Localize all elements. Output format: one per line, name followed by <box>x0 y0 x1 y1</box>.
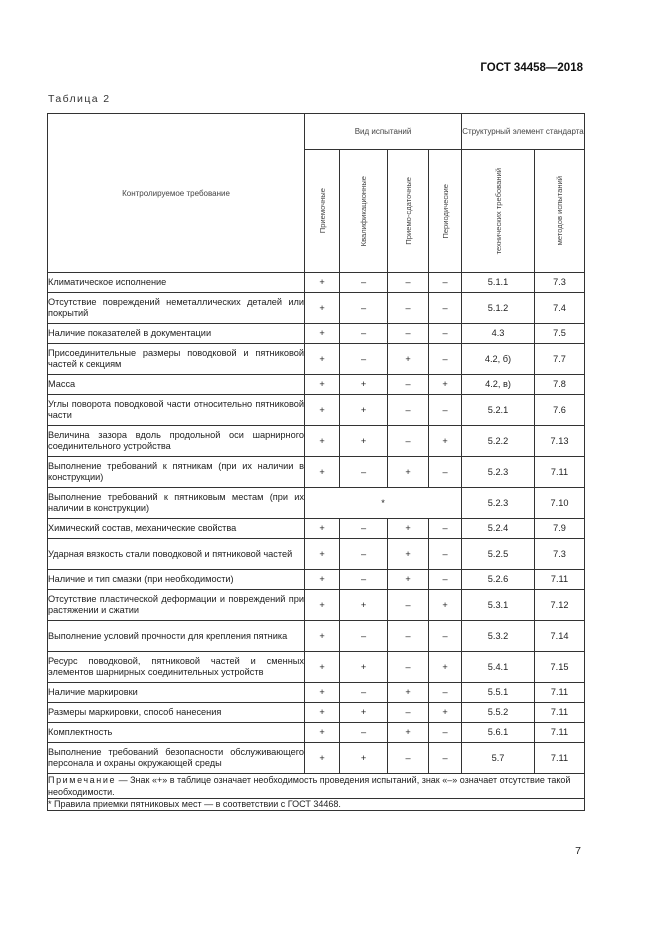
test-acceptance-delivery-cell: – <box>388 621 429 652</box>
requirement-cell: Выполнение требований к пятниковым местам (при их наличии в конструкции) <box>48 488 305 519</box>
tech-requirement-ref: 5.5.2 <box>462 703 535 723</box>
test-acceptance-cell: + <box>305 273 340 293</box>
test-acceptance-cell: + <box>305 324 340 344</box>
test-method-ref: 7.9 <box>535 519 585 539</box>
test-acceptance-delivery-cell: + <box>388 723 429 743</box>
test-periodic-cell: + <box>429 375 462 395</box>
table-row <box>48 723 585 743</box>
table-row <box>48 426 585 457</box>
note-text: — Знак «+» в таблице означает необходимость проведения испытаний, знак «–» означает отсутствие такой необходимости. <box>48 775 571 797</box>
test-acceptance-delivery-cell: – <box>388 375 429 395</box>
tech-requirement-ref: 5.3.2 <box>462 621 535 652</box>
test-periodic-cell: – <box>429 395 462 426</box>
test-method-ref: 7.12 <box>535 590 585 621</box>
test-method-ref: 7.6 <box>535 395 585 426</box>
tech-requirement-ref: 4.2, в) <box>462 375 535 395</box>
test-periodic-cell: – <box>429 539 462 570</box>
test-acceptance-cell: + <box>305 723 340 743</box>
table-row <box>48 652 585 683</box>
test-acceptance-delivery-cell: + <box>388 519 429 539</box>
page-number: 7 <box>575 845 581 857</box>
test-method-ref: 7.7 <box>535 344 585 375</box>
tech-requirement-ref: 5.2.3 <box>462 457 535 488</box>
header-tech-requirements: технических требований <box>462 150 535 273</box>
tech-requirement-ref: 5.2.3 <box>462 488 535 519</box>
test-acceptance-cell: + <box>305 457 340 488</box>
test-acceptance-delivery-cell: – <box>388 273 429 293</box>
header-test-type-group: Вид испытаний <box>305 114 462 150</box>
test-qualification-cell: + <box>340 375 388 395</box>
table-row <box>48 375 585 395</box>
table-row <box>48 488 585 519</box>
test-acceptance-cell: + <box>305 344 340 375</box>
test-qualification-cell: + <box>340 652 388 683</box>
standard-code: ГОСТ 34458—2018 <box>480 62 583 74</box>
test-method-ref: 7.13 <box>535 426 585 457</box>
header-requirement: Контролируемое требование <box>48 114 305 273</box>
test-acceptance-cell: + <box>305 683 340 703</box>
table-row <box>48 457 585 488</box>
test-acceptance-delivery-cell: – <box>388 293 429 324</box>
test-qualification-cell: – <box>340 324 388 344</box>
table-row <box>48 395 585 426</box>
header-acceptance: Приемочные <box>305 150 340 273</box>
table-footnote: * Правила приемки пятниковых мест — в соответствии с ГОСТ 34468. <box>48 799 585 811</box>
table-caption: Таблица 2 <box>48 93 111 105</box>
table-row <box>48 539 585 570</box>
test-qualification-cell: + <box>340 395 388 426</box>
table-row <box>48 590 585 621</box>
test-periodic-cell: – <box>429 570 462 590</box>
test-acceptance-delivery-cell: + <box>388 570 429 590</box>
test-qualification-cell: + <box>340 743 388 774</box>
test-periodic-cell: – <box>429 457 462 488</box>
requirement-cell: Наличие и тип смазки (при необходимости) <box>48 570 305 590</box>
test-acceptance-delivery-cell: – <box>388 703 429 723</box>
test-method-ref: 7.8 <box>535 375 585 395</box>
requirement-cell: Наличие маркировки <box>48 683 305 703</box>
tech-requirement-ref: 4.2, б) <box>462 344 535 375</box>
test-acceptance-cell: + <box>305 743 340 774</box>
note-label: Примечание <box>48 775 117 785</box>
test-acceptance-delivery-cell: – <box>388 743 429 774</box>
test-method-ref: 7.11 <box>535 743 585 774</box>
requirements-table <box>47 113 585 811</box>
requirement-cell: Выполнение требований к пятникам (при их наличии в конструкции) <box>48 457 305 488</box>
requirement-cell: Ударная вязкость стали поводковой и пятниковой частей <box>48 539 305 570</box>
table-row <box>48 273 585 293</box>
table-row <box>48 683 585 703</box>
test-periodic-cell: – <box>429 519 462 539</box>
tech-requirement-ref: 5.2.6 <box>462 570 535 590</box>
table-row <box>48 344 585 375</box>
test-periodic-cell: – <box>429 621 462 652</box>
table-row <box>48 293 585 324</box>
test-periodic-cell: – <box>429 324 462 344</box>
tech-requirement-ref: 5.3.1 <box>462 590 535 621</box>
test-periodic-cell: – <box>429 723 462 743</box>
table-row <box>48 570 585 590</box>
requirement-cell: Присоединительные размеры поводковой и пятниковой частей к секциям <box>48 344 305 375</box>
test-periodic-cell: – <box>429 273 462 293</box>
test-acceptance-cell: + <box>305 426 340 457</box>
requirement-cell: Комплектность <box>48 723 305 743</box>
requirement-cell: Ресурс поводковой, пятниковой частей и сменных элементов шарнирных соединительных устройств <box>48 652 305 683</box>
test-periodic-cell: – <box>429 683 462 703</box>
test-qualification-cell: – <box>340 344 388 375</box>
table-row <box>48 519 585 539</box>
test-method-ref: 7.11 <box>535 570 585 590</box>
test-qualification-cell: – <box>340 621 388 652</box>
table-row <box>48 324 585 344</box>
test-qualification-cell: + <box>340 426 388 457</box>
test-method-ref: 7.4 <box>535 293 585 324</box>
test-periodic-cell: + <box>429 590 462 621</box>
test-acceptance-delivery-cell: + <box>388 683 429 703</box>
tech-requirement-ref: 4.3 <box>462 324 535 344</box>
test-qualification-cell: + <box>340 590 388 621</box>
header-qualification: Квалификационные <box>340 150 388 273</box>
test-periodic-cell: + <box>429 703 462 723</box>
requirement-cell: Выполнение условий прочности для крепления пятника <box>48 621 305 652</box>
tech-requirement-ref: 5.6.1 <box>462 723 535 743</box>
tech-requirement-ref: 5.1.2 <box>462 293 535 324</box>
test-qualification-cell: – <box>340 723 388 743</box>
header-acceptance-delivery: Приемо-сдаточные <box>388 150 429 273</box>
tech-requirement-ref: 5.7 <box>462 743 535 774</box>
requirement-cell: Химический состав, механические свойства <box>48 519 305 539</box>
test-acceptance-cell: + <box>305 293 340 324</box>
test-periodic-cell: – <box>429 293 462 324</box>
test-method-ref: 7.5 <box>535 324 585 344</box>
test-qualification-cell: – <box>340 457 388 488</box>
test-acceptance-delivery-cell: – <box>388 652 429 683</box>
test-method-ref: 7.14 <box>535 621 585 652</box>
tech-requirement-ref: 5.2.4 <box>462 519 535 539</box>
test-qualification-cell: – <box>340 539 388 570</box>
tech-requirement-ref: 5.2.1 <box>462 395 535 426</box>
requirement-cell: Размеры маркировки, способ нанесения <box>48 703 305 723</box>
test-method-ref: 7.11 <box>535 723 585 743</box>
table-row <box>48 703 585 723</box>
header-test-methods: методов испытаний <box>535 150 585 273</box>
test-method-ref: 7.10 <box>535 488 585 519</box>
requirement-cell: Климатическое исполнение <box>48 273 305 293</box>
test-acceptance-cell: + <box>305 375 340 395</box>
test-acceptance-delivery-cell: + <box>388 457 429 488</box>
requirement-cell: Масса <box>48 375 305 395</box>
test-method-ref: 7.11 <box>535 457 585 488</box>
test-qualification-cell: – <box>340 683 388 703</box>
test-method-ref: 7.3 <box>535 273 585 293</box>
test-acceptance-delivery-cell: – <box>388 395 429 426</box>
tech-requirement-ref: 5.5.1 <box>462 683 535 703</box>
test-qualification-cell: – <box>340 273 388 293</box>
requirement-cell: Наличие показателей в документации <box>48 324 305 344</box>
requirement-cell: Выполнение требований безопасности обслуживающего персонала и охраны окружающей среды <box>48 743 305 774</box>
requirement-cell: Отсутствие повреждений неметаллических деталей или покрытий <box>48 293 305 324</box>
test-method-ref: 7.11 <box>535 703 585 723</box>
requirement-cell: Отсутствие пластической деформации и повреждений при растяжении и сжатии <box>48 590 305 621</box>
test-qualification-cell: + <box>340 703 388 723</box>
tech-requirement-ref: 5.1.1 <box>462 273 535 293</box>
test-acceptance-cell: + <box>305 570 340 590</box>
merged-test-cell: * <box>305 488 462 519</box>
requirement-cell: Углы поворота поводковой части относительно пятниковой части <box>48 395 305 426</box>
requirement-cell: Величина зазора вдоль продольной оси шарнирного соединительного устройства <box>48 426 305 457</box>
test-acceptance-cell: + <box>305 590 340 621</box>
tech-requirement-ref: 5.2.2 <box>462 426 535 457</box>
test-acceptance-cell: + <box>305 703 340 723</box>
header-structure-group: Структурный элемент стандарта <box>462 114 585 150</box>
test-qualification-cell: – <box>340 519 388 539</box>
test-acceptance-cell: + <box>305 395 340 426</box>
tech-requirement-ref: 5.4.1 <box>462 652 535 683</box>
test-qualification-cell: – <box>340 570 388 590</box>
tech-requirement-ref: 5.2.5 <box>462 539 535 570</box>
test-acceptance-delivery-cell: – <box>388 324 429 344</box>
test-qualification-cell: – <box>340 293 388 324</box>
test-acceptance-delivery-cell: – <box>388 590 429 621</box>
test-acceptance-cell: + <box>305 539 340 570</box>
header-periodic: Периодические <box>429 150 462 273</box>
table-row <box>48 743 585 774</box>
test-periodic-cell: – <box>429 743 462 774</box>
test-method-ref: 7.11 <box>535 683 585 703</box>
test-acceptance-delivery-cell: + <box>388 539 429 570</box>
test-periodic-cell: + <box>429 426 462 457</box>
test-periodic-cell: + <box>429 652 462 683</box>
table-note <box>48 774 585 799</box>
test-acceptance-cell: + <box>305 652 340 683</box>
test-acceptance-delivery-cell: – <box>388 426 429 457</box>
test-periodic-cell: – <box>429 344 462 375</box>
test-acceptance-cell: + <box>305 621 340 652</box>
test-method-ref: 7.15 <box>535 652 585 683</box>
test-acceptance-delivery-cell: + <box>388 344 429 375</box>
test-acceptance-cell: + <box>305 519 340 539</box>
test-method-ref: 7.3 <box>535 539 585 570</box>
table-row <box>48 621 585 652</box>
